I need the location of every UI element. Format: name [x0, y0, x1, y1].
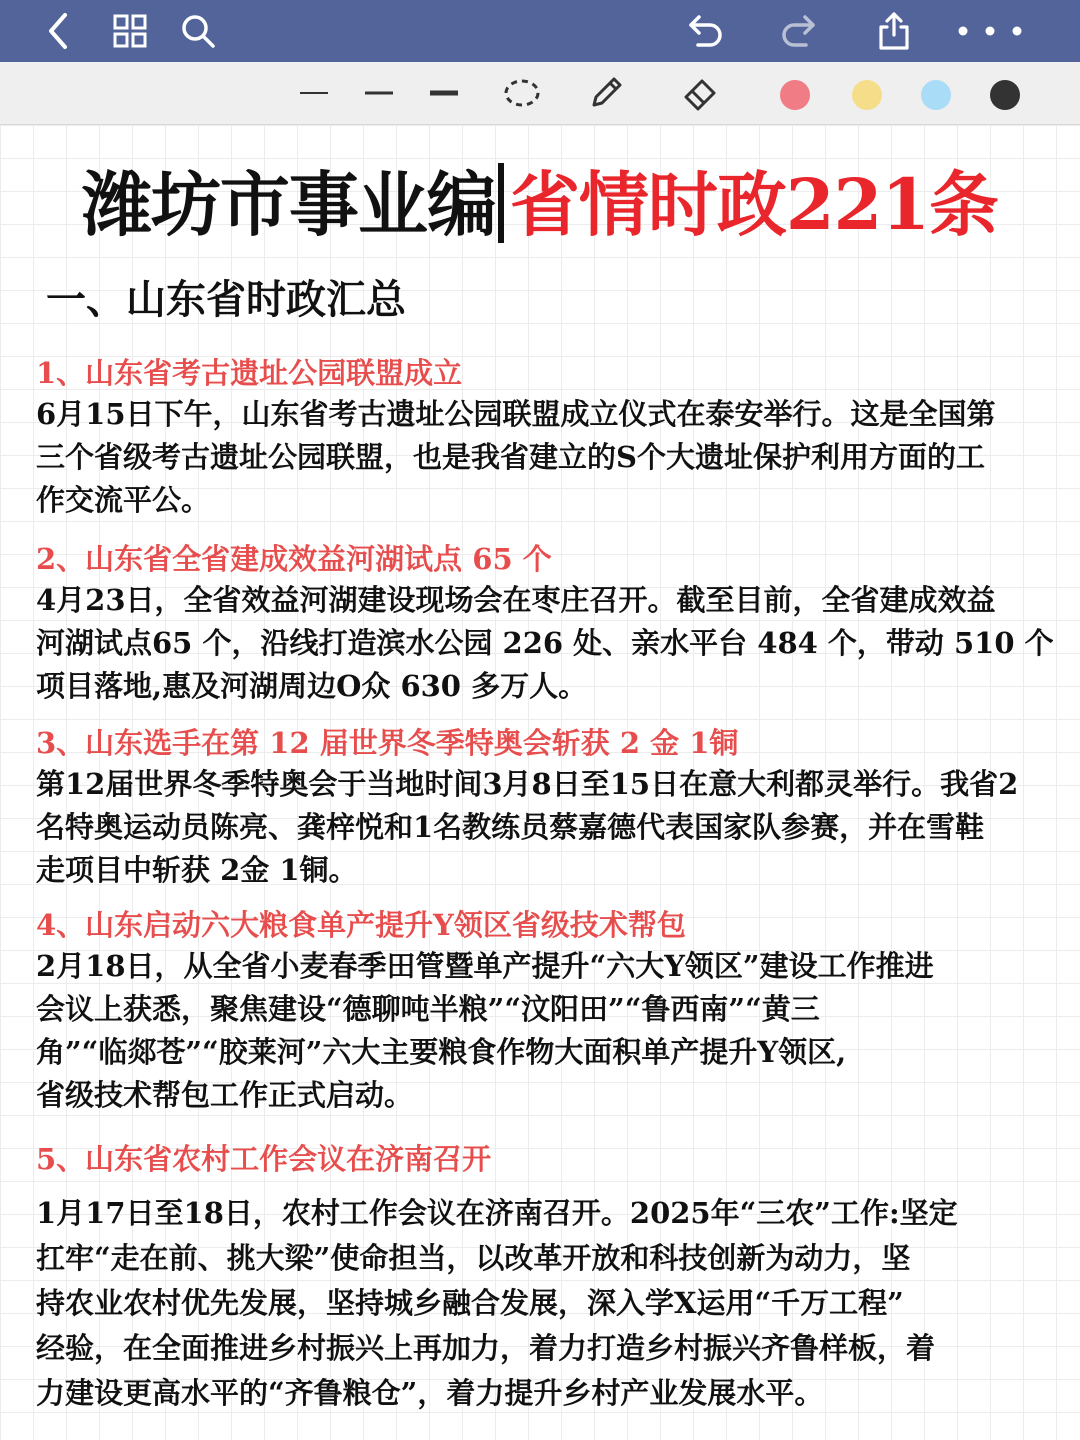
undo-icon[interactable] — [686, 11, 726, 51]
item-body: 6月15日下午，山东省考古遗址公园联盟成立仪式在泰安举行。这是全国第 三个省级考古遗址公园联盟，也是我省建立的S个大遗址保护利用方面的工 作交流平公。 — [36, 397, 996, 517]
note-page[interactable] — [0, 125, 1080, 1440]
title-red: 省情时政221条 — [509, 163, 999, 246]
color-blue[interactable] — [921, 80, 951, 110]
item-body: 第12届世界冬季特奥会于当地时间3月8日至15日在意大利都灵举行。我省2 名特奥运动员陈亮、龚梓悦和1名教练员蔡嘉德代表国家队参赛，并在雪鞋 走项目中斩获 2金 1铜。 — [36, 767, 1019, 887]
item-body: 4月23日，全省效益河湖建设现场会在枣庄召开。截至目前，全省建成效益 河湖试点65 个，沿线打造滨水公园 226 处、亲水平台 484 个，带动 510 个 项目落地,惠及河湖周边O众 630 多万人。 — [36, 583, 1054, 703]
item-body: 1月17日至18日，农村工作会议在济南召开。2025年“三农”工作:坚定 扛牢“走在前、挑大梁”使命担当，以改革开放和科技创新为动力，坚 持农业农村优先发展，坚持城乡融合发展，深入学X运用“千万工程” 经验，在全面推进乡村振兴上再加力，着力打造乡村振兴齐鲁样板，着 力建设更高水平的“齐鲁粮仓”，着力提升乡村产业发展水平。 — [36, 1196, 958, 1410]
redo-icon[interactable] — [778, 11, 818, 51]
pen-size-medium[interactable] — [357, 73, 401, 113]
search-icon[interactable] — [178, 11, 218, 51]
item-heading: 1、山东省考古遗址公园联盟成立 — [36, 356, 463, 390]
pen-size-thin[interactable] — [292, 73, 336, 113]
title-black: 潍坊市事业编 — [81, 163, 496, 246]
grid-icon[interactable] — [110, 11, 150, 51]
eraser-icon[interactable] — [678, 73, 722, 113]
list-item — [36, 1139, 1048, 1416]
list-item — [36, 539, 1054, 708]
back-icon[interactable] — [38, 11, 78, 51]
list-item — [36, 723, 1048, 892]
pencil-icon[interactable] — [584, 73, 628, 113]
page-title — [0, 163, 1080, 247]
item-body: 2月18日，从全省小麦春季田管暨单产提升“六大Y领区”建设工作推进 会议上获悉，聚焦建设“德聊吨半粮”“汶阳田”“鲁西南”“黄三 角”“临郯苍”“胶莱河”六大主要粮食作物大面积单产提升Y领区, 省级技术帮包工作正式启动。 — [36, 949, 934, 1112]
list-item — [36, 905, 1048, 1117]
item-heading: 5、山东省农村工作会议在济南召开 — [36, 1142, 492, 1176]
pen-size-thick[interactable] — [422, 73, 466, 113]
color-black[interactable] — [990, 80, 1020, 110]
drawing-toolbar — [0, 62, 1080, 125]
color-yellow[interactable] — [852, 80, 882, 110]
title-divider — [498, 163, 504, 243]
more-icon[interactable] — [950, 11, 1030, 51]
share-icon[interactable] — [874, 11, 914, 51]
item-heading: 3、山东选手在第 12 届世界冬季特奥会斩获 2 金 1铜 — [36, 726, 739, 760]
lasso-icon[interactable] — [500, 73, 544, 113]
item-heading: 2、山东省全省建成效益河湖试点 65 个 — [36, 542, 552, 576]
list-item — [36, 353, 1048, 522]
section-heading: 一、山东省时政汇总 — [46, 276, 406, 323]
top-navigation-bar — [0, 0, 1080, 62]
color-red[interactable] — [780, 80, 810, 110]
item-heading: 4、山东启动六大粮食单产提升Y领区省级技术帮包 — [36, 908, 686, 942]
